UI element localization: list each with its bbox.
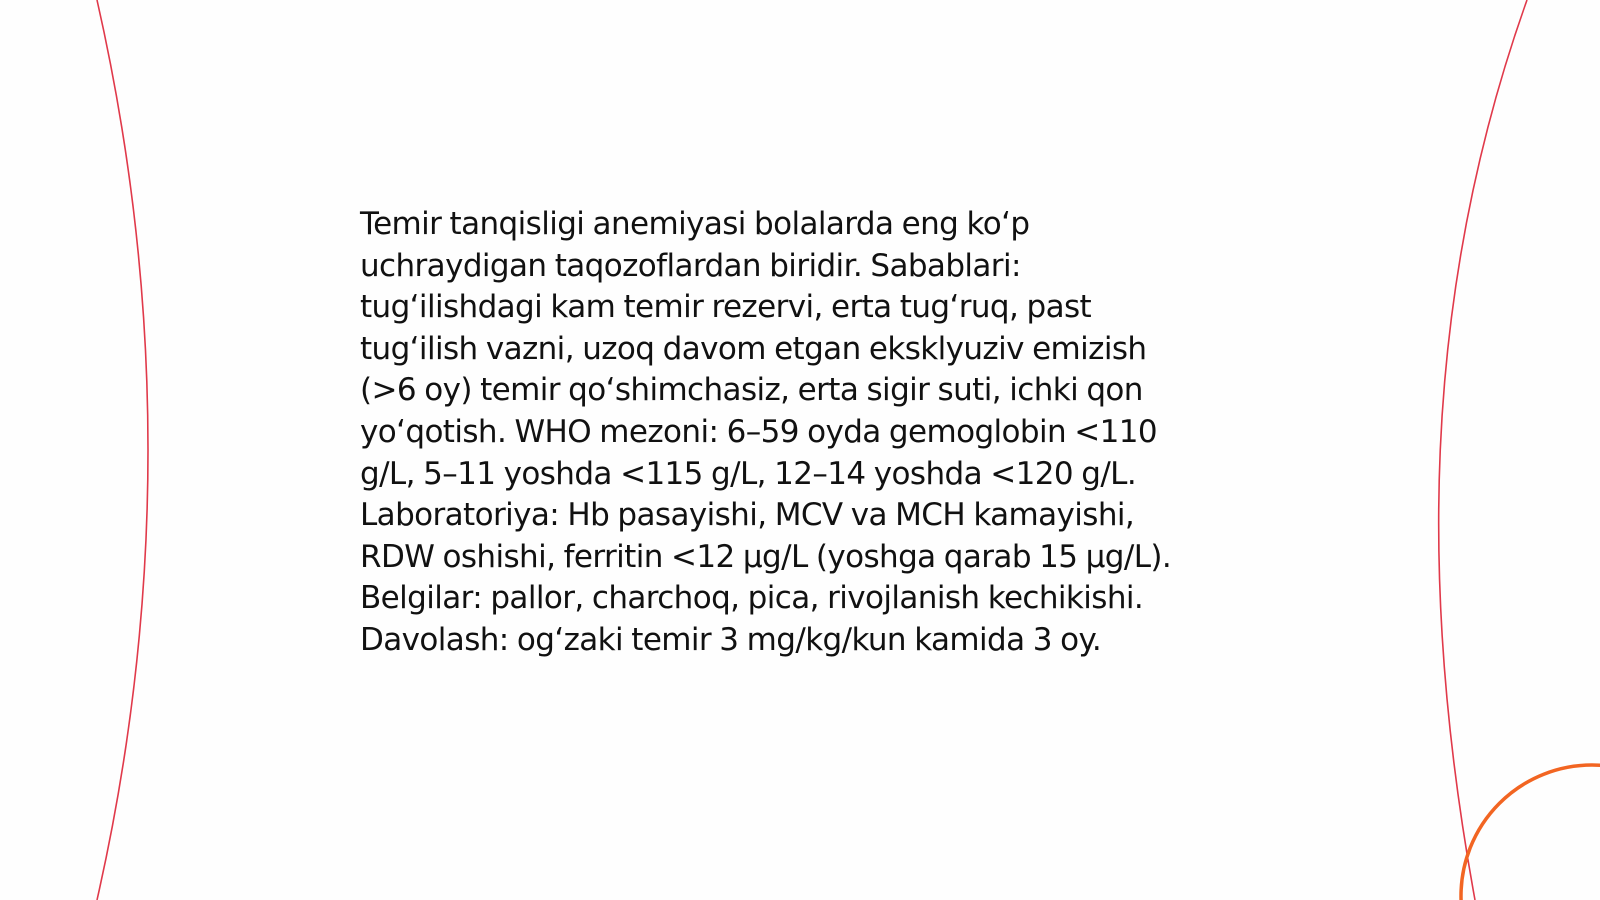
- body-line: tugʻilishdagi kam temir rezervi, erta tugʻruq, past: [360, 289, 1092, 326]
- body-line: tugʻilish vazni, uzoq davom etgan eksklyuziv emizish: [360, 330, 1147, 367]
- body-line: RDW oshishi, ferritin <12 μg/L (yoshga qarab 15 μg/L).: [360, 538, 1172, 575]
- body-line: Temir tanqisligi anemiyasi bolalarda eng koʻp: [360, 206, 1030, 242]
- body-line: yoʻqotish. WHO mezoni: 6–59 oyda gemoglobin <110: [360, 413, 1158, 450]
- corner-decorative-circle: [1461, 765, 1600, 900]
- body-line: g/L, 5–11 yoshda <115 g/L, 12–14 yoshda <120 g/L.: [360, 455, 1137, 492]
- body-line: (>6 oy) temir qoʻshimchasiz, erta sigir suti, ichki qon: [360, 372, 1143, 409]
- body-line: uchraydigan taqozoflardan biridir. Sabablari:: [360, 247, 1021, 284]
- body-line: Davolash: ogʻzaki temir 3 mg/kg/kun kamida 3 oy.: [360, 621, 1102, 658]
- left-decorative-arc: [97, 0, 148, 900]
- body-text: [360, 204, 1260, 662]
- body-line: Laboratoriya: Hb pasayishi, MCV va MCH kamayishi,: [360, 497, 1135, 534]
- body-line: Belgilar: pallor, charchoq, pica, rivojlanish kechikishi.: [360, 580, 1144, 617]
- right-decorative-arc: [1439, 0, 1527, 900]
